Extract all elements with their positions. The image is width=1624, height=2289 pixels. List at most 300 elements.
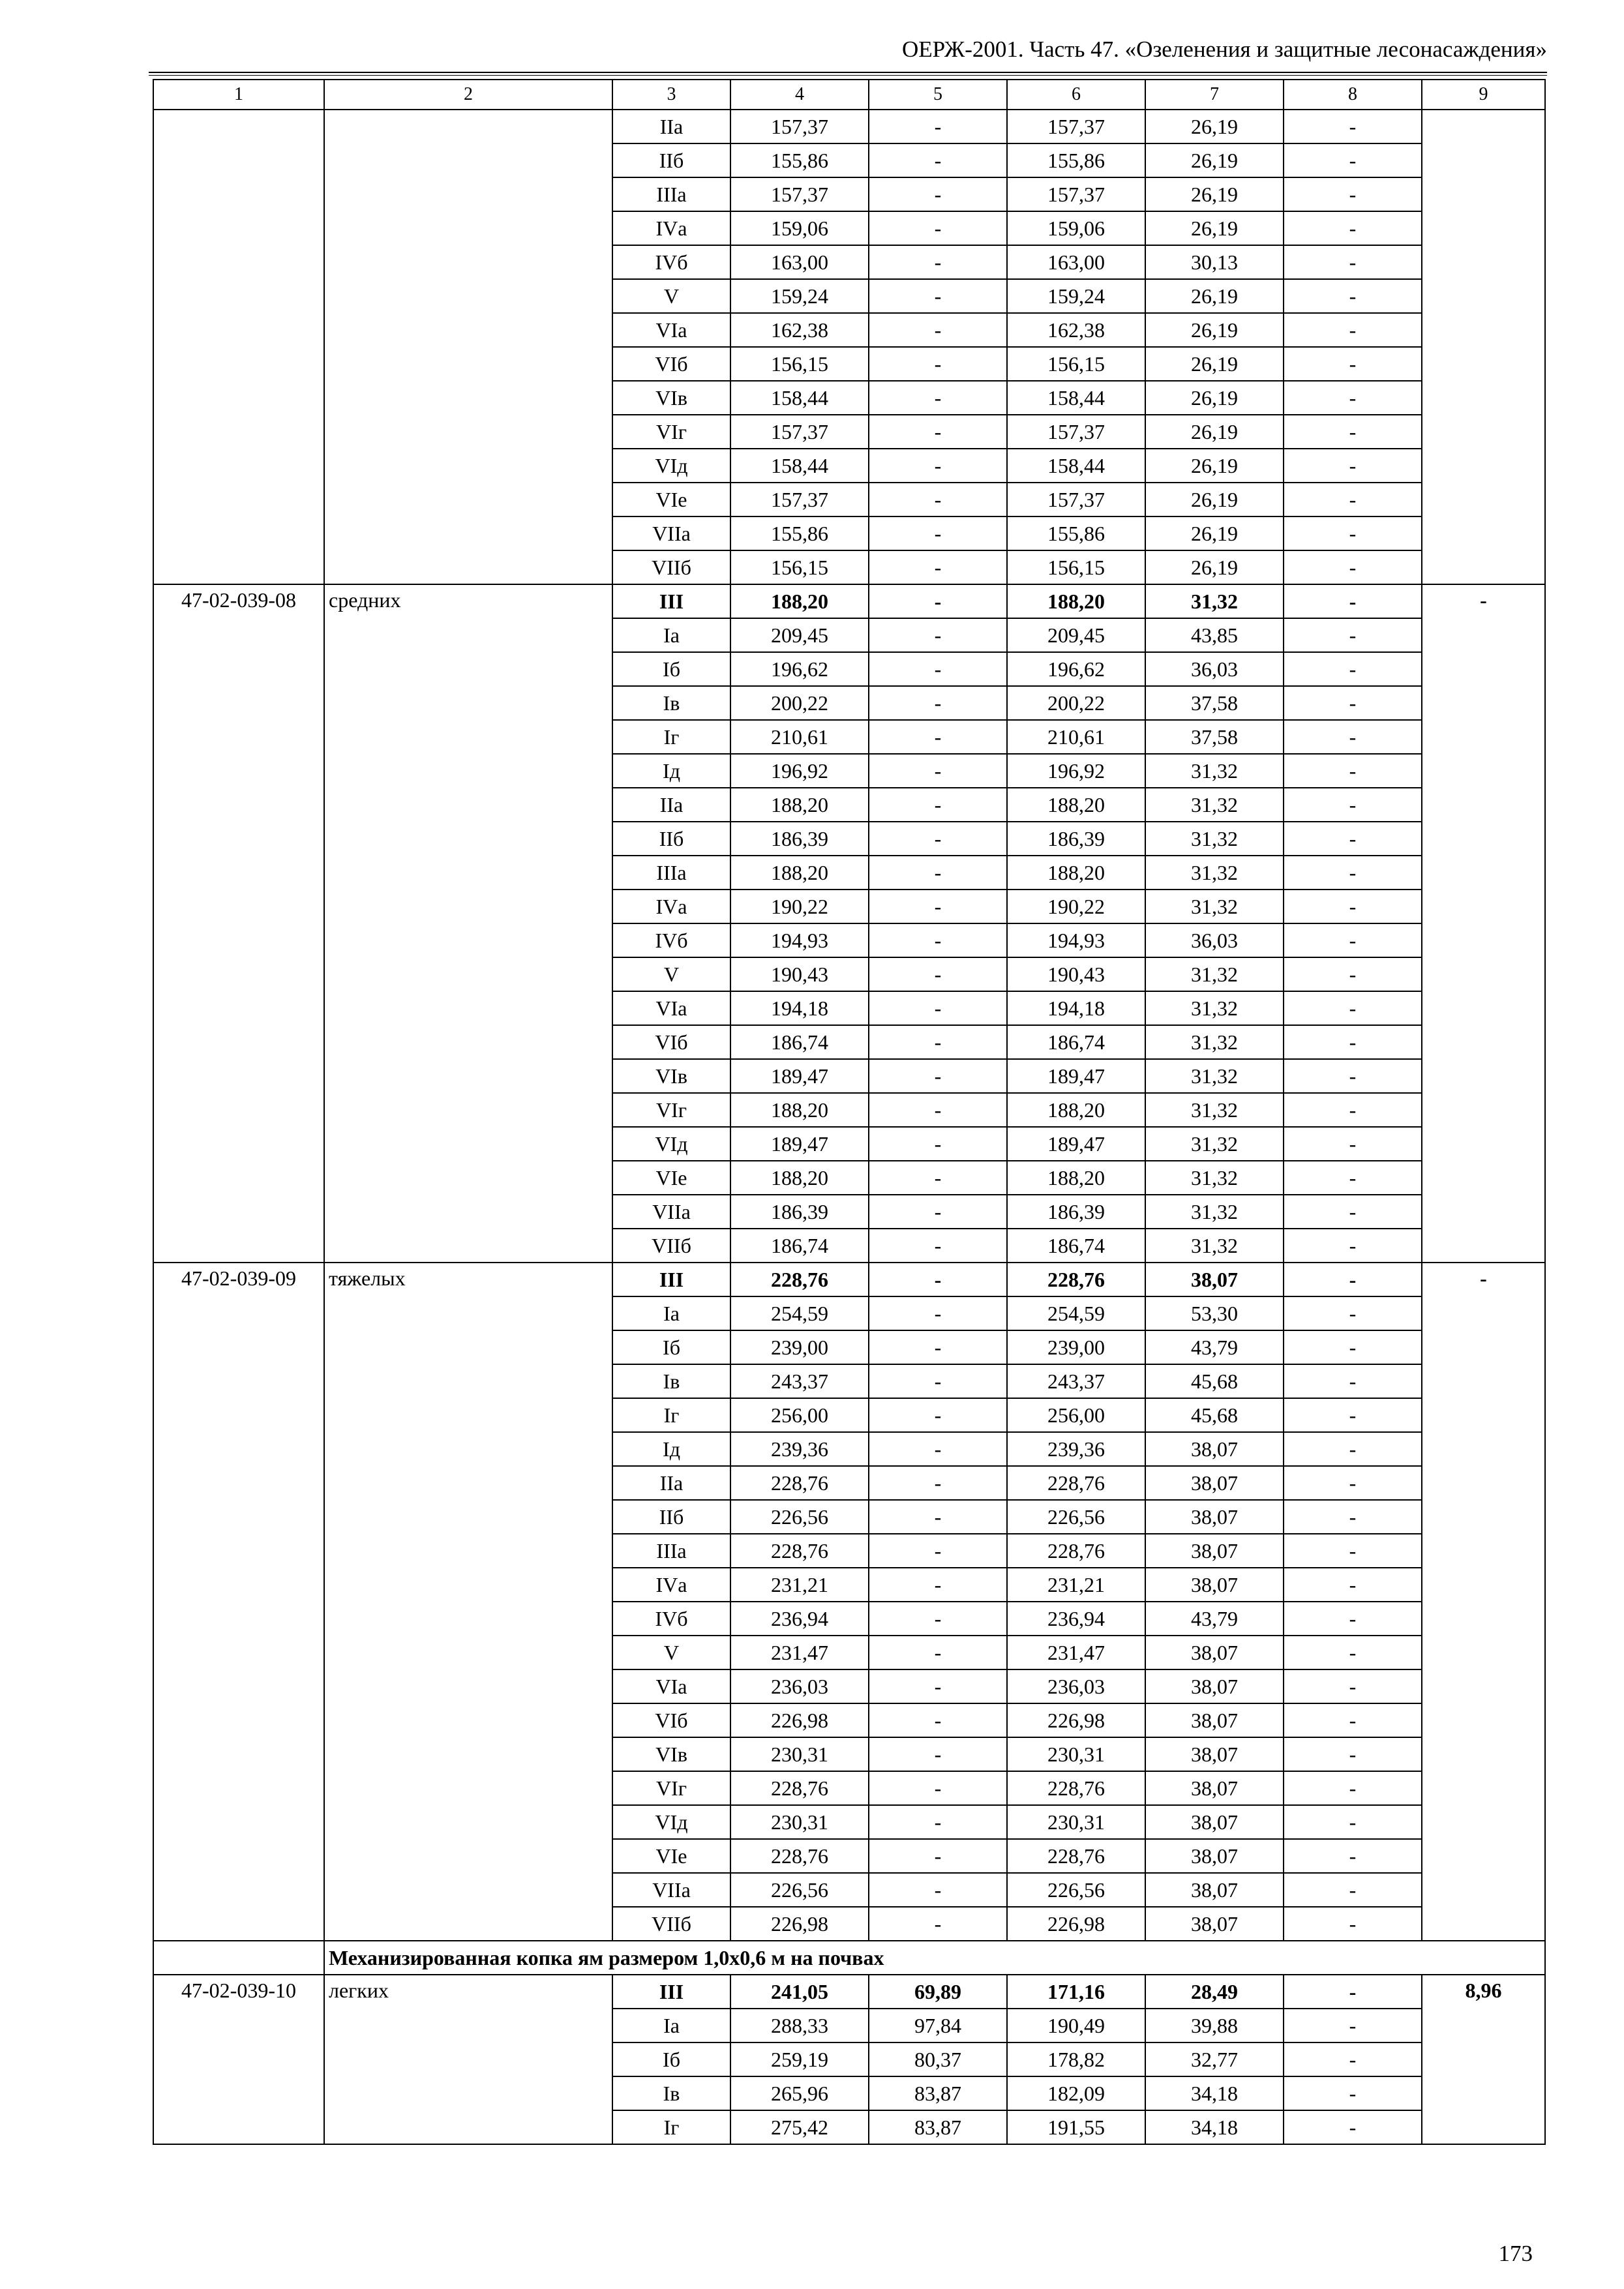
value-cell-c8: - — [1284, 584, 1422, 618]
value-cell-c7: 38,07 — [1145, 1737, 1284, 1771]
column-number: 9 — [1422, 80, 1545, 110]
value-cell-c7: 38,07 — [1145, 1263, 1284, 1296]
zone-cell: IIIа — [612, 1534, 730, 1568]
zone-cell: Iв — [612, 1364, 730, 1398]
value-cell-c8: - — [1284, 1568, 1422, 1602]
value-cell-c6: 209,45 — [1007, 618, 1145, 652]
column-number: 5 — [869, 80, 1007, 110]
value-cell-c7: 31,32 — [1145, 754, 1284, 788]
value-cell-c6: 226,98 — [1007, 1907, 1145, 1941]
value-cell-c6: 230,31 — [1007, 1805, 1145, 1839]
value-cell-c4: 226,98 — [730, 1907, 869, 1941]
value-cell-c8: - — [1284, 1093, 1422, 1127]
zone-cell: III — [612, 1263, 730, 1296]
value-cell-c7: 31,32 — [1145, 957, 1284, 991]
value-cell-c6: 186,39 — [1007, 822, 1145, 856]
table-body — [153, 110, 1545, 2144]
value-cell-c7: 26,19 — [1145, 550, 1284, 584]
value-cell-c5: - — [869, 856, 1007, 890]
value-cell-c7: 31,32 — [1145, 1059, 1284, 1093]
value-cell-c6: 157,37 — [1007, 483, 1145, 516]
column-number: 8 — [1284, 80, 1422, 110]
value-cell-c8: - — [1284, 1636, 1422, 1669]
section-title: Механизированная копка ям размером 1,0х0,6 м на почвах — [324, 1941, 1545, 1975]
value-cell-c5: - — [869, 1602, 1007, 1636]
zone-cell: VIв — [612, 381, 730, 415]
value-cell-c8: - — [1284, 449, 1422, 483]
value-cell-c6: 155,86 — [1007, 143, 1145, 177]
value-cell-c5: - — [869, 1432, 1007, 1466]
value-cell-c6: 196,62 — [1007, 652, 1145, 686]
section-row — [153, 1941, 1545, 1975]
value-cell-c5: - — [869, 347, 1007, 381]
value-cell-c6: 231,21 — [1007, 1568, 1145, 1602]
column-number: 7 — [1145, 80, 1284, 110]
value-cell-c8: - — [1284, 2110, 1422, 2144]
value-cell-c6: 156,15 — [1007, 347, 1145, 381]
value-cell-c8: - — [1284, 1703, 1422, 1737]
zone-cell: V — [612, 279, 730, 313]
value-cell-c7: 31,32 — [1145, 1229, 1284, 1263]
value-cell-c6: 230,31 — [1007, 1737, 1145, 1771]
value-cell-c8: - — [1284, 1669, 1422, 1703]
header-row — [153, 80, 1545, 110]
zone-cell: IIа — [612, 1466, 730, 1500]
value-cell-c4: 188,20 — [730, 1161, 869, 1195]
value-cell-c5: - — [869, 516, 1007, 550]
value-cell-c6: 159,24 — [1007, 279, 1145, 313]
value-cell-c8: - — [1284, 788, 1422, 822]
value-cell-c8: - — [1284, 1127, 1422, 1161]
value-cell-c5: - — [869, 652, 1007, 686]
value-cell-c5: - — [869, 1195, 1007, 1229]
zone-cell: VIе — [612, 1839, 730, 1873]
value-cell-c8: - — [1284, 1737, 1422, 1771]
value-cell-c4: 228,76 — [730, 1534, 869, 1568]
value-cell-c5: 83,87 — [869, 2076, 1007, 2110]
value-cell-c7: 38,07 — [1145, 1873, 1284, 1907]
value-cell-c4: 243,37 — [730, 1364, 869, 1398]
value-cell-c5: - — [869, 584, 1007, 618]
value-cell-c7: 38,07 — [1145, 1500, 1284, 1534]
value-cell-c7: 30,13 — [1145, 245, 1284, 279]
value-cell-c6: 157,37 — [1007, 110, 1145, 143]
value-cell-c8: - — [1284, 957, 1422, 991]
zone-cell: VIг — [612, 1771, 730, 1805]
zone-cell: IIIа — [612, 856, 730, 890]
value-cell-c4: 159,06 — [730, 211, 869, 245]
table-code: 47-02-039-09 — [153, 1263, 324, 1941]
value-cell-c4: 190,22 — [730, 890, 869, 923]
value-cell-c8: - — [1284, 652, 1422, 686]
value-cell-c4: 230,31 — [730, 1805, 869, 1839]
section-spacer — [153, 1941, 324, 1975]
value-cell-c7: 43,79 — [1145, 1602, 1284, 1636]
value-cell-c7: 38,07 — [1145, 1432, 1284, 1466]
zone-cell: IVа — [612, 1568, 730, 1602]
value-cell-c4: 157,37 — [730, 483, 869, 516]
value-cell-c6: 200,22 — [1007, 686, 1145, 720]
value-cell-c8: - — [1284, 1330, 1422, 1364]
value-cell-c5: - — [869, 1466, 1007, 1500]
value-cell-c4: 196,92 — [730, 754, 869, 788]
value-cell-c8: - — [1284, 2042, 1422, 2076]
value-cell-c6: 158,44 — [1007, 449, 1145, 483]
value-cell-c7: 31,32 — [1145, 788, 1284, 822]
value-cell-c4: 228,76 — [730, 1263, 869, 1296]
value-cell-c7: 43,79 — [1145, 1330, 1284, 1364]
value-cell-c4: 156,15 — [730, 550, 869, 584]
zone-cell: Iб — [612, 1330, 730, 1364]
zone-cell: Iв — [612, 2076, 730, 2110]
col9-value: - — [1422, 1263, 1545, 1941]
zone-cell: VIд — [612, 1127, 730, 1161]
value-cell-c5: 83,87 — [869, 2110, 1007, 2144]
table-code: 47-02-039-10 — [153, 1975, 324, 2144]
zone-cell: Iд — [612, 1432, 730, 1466]
value-cell-c8: - — [1284, 1500, 1422, 1534]
value-cell-c5: - — [869, 788, 1007, 822]
value-cell-c4: 226,56 — [730, 1873, 869, 1907]
value-cell-c4: 157,37 — [730, 110, 869, 143]
column-number-header — [153, 80, 1545, 110]
value-cell-c4: 190,43 — [730, 957, 869, 991]
value-cell-c6: 210,61 — [1007, 720, 1145, 754]
value-cell-c4: 188,20 — [730, 856, 869, 890]
work-name: легких — [324, 1975, 612, 2144]
value-cell-c5: - — [869, 449, 1007, 483]
value-cell-c8: - — [1284, 1907, 1422, 1941]
value-cell-c5: - — [869, 483, 1007, 516]
value-cell-c4: 186,39 — [730, 822, 869, 856]
value-cell-c5: - — [869, 1636, 1007, 1669]
value-cell-c4: 158,44 — [730, 449, 869, 483]
value-cell-c8: - — [1284, 347, 1422, 381]
value-cell-c6: 171,16 — [1007, 1975, 1145, 2009]
value-cell-c5: - — [869, 1669, 1007, 1703]
value-cell-c6: 194,93 — [1007, 923, 1145, 957]
value-cell-c6: 231,47 — [1007, 1636, 1145, 1669]
value-cell-c6: 243,37 — [1007, 1364, 1145, 1398]
value-cell-c5: - — [869, 1805, 1007, 1839]
value-cell-c4: 210,61 — [730, 720, 869, 754]
value-cell-c7: 26,19 — [1145, 347, 1284, 381]
value-cell-c4: 239,36 — [730, 1432, 869, 1466]
value-cell-c7: 38,07 — [1145, 1805, 1284, 1839]
value-cell-c6: 191,55 — [1007, 2110, 1145, 2144]
work-name: тяжелых — [324, 1263, 612, 1941]
zone-cell: IVа — [612, 211, 730, 245]
value-cell-c4: 241,05 — [730, 1975, 869, 2009]
zone-cell: VIа — [612, 313, 730, 347]
value-cell-c4: 275,42 — [730, 2110, 869, 2144]
value-cell-c7: 43,85 — [1145, 618, 1284, 652]
header-rule — [149, 72, 1547, 76]
value-cell-c5: - — [869, 143, 1007, 177]
table-row — [153, 1263, 1545, 1296]
value-cell-c6: 228,76 — [1007, 1534, 1145, 1568]
value-cell-c5: - — [869, 1534, 1007, 1568]
value-cell-c8: - — [1284, 110, 1422, 143]
value-cell-c8: - — [1284, 550, 1422, 584]
value-cell-c8: - — [1284, 720, 1422, 754]
value-cell-c7: 31,32 — [1145, 890, 1284, 923]
value-cell-c4: 231,47 — [730, 1636, 869, 1669]
value-cell-c6: 157,37 — [1007, 415, 1145, 449]
value-cell-c6: 182,09 — [1007, 2076, 1145, 2110]
value-cell-c6: 236,94 — [1007, 1602, 1145, 1636]
value-cell-c6: 196,92 — [1007, 754, 1145, 788]
table-code — [153, 110, 324, 584]
zone-cell: III — [612, 1975, 730, 2009]
value-cell-c4: 230,31 — [730, 1737, 869, 1771]
value-cell-c8: - — [1284, 1296, 1422, 1330]
value-cell-c6: 162,38 — [1007, 313, 1145, 347]
value-cell-c8: - — [1284, 1263, 1422, 1296]
value-cell-c4: 188,20 — [730, 584, 869, 618]
running-title: ОЕРЖ-2001. Часть 47. «Озеленения и защитные лесонасаждения» — [901, 37, 1547, 62]
zone-cell: Iа — [612, 2009, 730, 2042]
value-cell-c7: 26,19 — [1145, 483, 1284, 516]
value-cell-c7: 38,07 — [1145, 1466, 1284, 1500]
value-cell-c5: - — [869, 890, 1007, 923]
value-cell-c6: 158,44 — [1007, 381, 1145, 415]
zone-cell: IIа — [612, 788, 730, 822]
value-cell-c4: 159,24 — [730, 279, 869, 313]
value-cell-c8: - — [1284, 1398, 1422, 1432]
page-number: 173 — [1498, 2241, 1533, 2266]
value-cell-c5: - — [869, 1161, 1007, 1195]
value-cell-c8: - — [1284, 381, 1422, 415]
value-cell-c5: - — [869, 313, 1007, 347]
value-cell-c5: - — [869, 1229, 1007, 1263]
value-cell-c6: 178,82 — [1007, 2042, 1145, 2076]
value-cell-c8: - — [1284, 143, 1422, 177]
value-cell-c5: - — [869, 1771, 1007, 1805]
value-cell-c5: 80,37 — [869, 2042, 1007, 2076]
value-cell-c8: - — [1284, 1025, 1422, 1059]
value-cell-c6: 186,39 — [1007, 1195, 1145, 1229]
value-cell-c4: 254,59 — [730, 1296, 869, 1330]
value-cell-c4: 189,47 — [730, 1127, 869, 1161]
value-cell-c8: - — [1284, 177, 1422, 211]
zone-cell: IIIа — [612, 177, 730, 211]
value-cell-c8: - — [1284, 1873, 1422, 1907]
value-cell-c4: 226,98 — [730, 1703, 869, 1737]
zone-cell: VIб — [612, 1025, 730, 1059]
value-cell-c7: 26,19 — [1145, 177, 1284, 211]
zone-cell: III — [612, 584, 730, 618]
value-cell-c7: 45,68 — [1145, 1398, 1284, 1432]
zone-cell: VIIа — [612, 1873, 730, 1907]
zone-cell: Iб — [612, 652, 730, 686]
value-cell-c6: 254,59 — [1007, 1296, 1145, 1330]
value-cell-c5: - — [869, 1296, 1007, 1330]
value-cell-c5: - — [869, 1568, 1007, 1602]
value-cell-c7: 38,07 — [1145, 1534, 1284, 1568]
table-row — [153, 110, 1545, 143]
value-cell-c6: 163,00 — [1007, 245, 1145, 279]
value-cell-c7: 37,58 — [1145, 720, 1284, 754]
value-cell-c4: 189,47 — [730, 1059, 869, 1093]
value-cell-c6: 188,20 — [1007, 788, 1145, 822]
value-cell-c6: 194,18 — [1007, 991, 1145, 1025]
value-cell-c7: 36,03 — [1145, 652, 1284, 686]
value-cell-c8: - — [1284, 1364, 1422, 1398]
value-cell-c4: 155,86 — [730, 516, 869, 550]
value-cell-c7: 53,30 — [1145, 1296, 1284, 1330]
value-cell-c8: - — [1284, 1602, 1422, 1636]
value-cell-c7: 31,32 — [1145, 822, 1284, 856]
value-cell-c7: 31,32 — [1145, 1025, 1284, 1059]
value-cell-c5: - — [869, 1737, 1007, 1771]
value-cell-c5: - — [869, 245, 1007, 279]
value-cell-c5: - — [869, 686, 1007, 720]
value-cell-c8: - — [1284, 923, 1422, 957]
value-cell-c7: 38,07 — [1145, 1703, 1284, 1737]
value-cell-c5: - — [869, 1263, 1007, 1296]
value-cell-c7: 31,32 — [1145, 856, 1284, 890]
value-cell-c5: - — [869, 991, 1007, 1025]
zone-cell: VIIб — [612, 1229, 730, 1263]
value-cell-c6: 228,76 — [1007, 1839, 1145, 1873]
value-cell-c8: - — [1284, 516, 1422, 550]
value-cell-c6: 188,20 — [1007, 1093, 1145, 1127]
value-cell-c7: 26,19 — [1145, 279, 1284, 313]
value-cell-c5: - — [869, 1330, 1007, 1364]
value-cell-c7: 26,19 — [1145, 516, 1284, 550]
value-cell-c4: 200,22 — [730, 686, 869, 720]
work-name — [324, 110, 612, 584]
value-cell-c5: - — [869, 720, 1007, 754]
value-cell-c5: 97,84 — [869, 2009, 1007, 2042]
value-cell-c8: - — [1284, 890, 1422, 923]
column-number: 1 — [153, 80, 324, 110]
zone-cell: IVб — [612, 245, 730, 279]
value-cell-c7: 32,77 — [1145, 2042, 1284, 2076]
value-cell-c5: - — [869, 1907, 1007, 1941]
value-cell-c7: 45,68 — [1145, 1364, 1284, 1398]
value-cell-c4: 186,39 — [730, 1195, 869, 1229]
value-cell-c8: - — [1284, 2009, 1422, 2042]
value-cell-c7: 28,49 — [1145, 1975, 1284, 2009]
value-cell-c4: 188,20 — [730, 788, 869, 822]
value-cell-c4: 228,76 — [730, 1466, 869, 1500]
value-cell-c5: - — [869, 177, 1007, 211]
value-cell-c7: 26,19 — [1145, 313, 1284, 347]
value-cell-c8: - — [1284, 1805, 1422, 1839]
zone-cell: Iа — [612, 1296, 730, 1330]
value-cell-c5: - — [869, 754, 1007, 788]
zone-cell: VIIб — [612, 1907, 730, 1941]
value-cell-c5: 69,89 — [869, 1975, 1007, 2009]
value-cell-c4: 239,00 — [730, 1330, 869, 1364]
value-cell-c4: 162,38 — [730, 313, 869, 347]
table-row — [153, 1975, 1545, 2009]
value-cell-c6: 228,76 — [1007, 1263, 1145, 1296]
zone-cell: VIг — [612, 415, 730, 449]
value-cell-c6: 239,00 — [1007, 1330, 1145, 1364]
value-cell-c4: 226,56 — [730, 1500, 869, 1534]
zone-cell: IVб — [612, 923, 730, 957]
zone-cell: VIе — [612, 483, 730, 516]
value-cell-c7: 31,32 — [1145, 584, 1284, 618]
zone-cell: VIб — [612, 347, 730, 381]
zone-cell: Iг — [612, 1398, 730, 1432]
zone-cell: VIб — [612, 1703, 730, 1737]
value-cell-c4: 157,37 — [730, 177, 869, 211]
value-cell-c4: 158,44 — [730, 381, 869, 415]
value-cell-c4: 265,96 — [730, 2076, 869, 2110]
value-cell-c6: 188,20 — [1007, 856, 1145, 890]
value-cell-c8: - — [1284, 1534, 1422, 1568]
value-cell-c8: - — [1284, 415, 1422, 449]
value-cell-c8: - — [1284, 1229, 1422, 1263]
zone-cell: V — [612, 957, 730, 991]
value-cell-c5: - — [869, 211, 1007, 245]
zone-cell: VIв — [612, 1059, 730, 1093]
zone-cell: Iа — [612, 618, 730, 652]
value-cell-c6: 190,43 — [1007, 957, 1145, 991]
value-cell-c4: 228,76 — [730, 1771, 869, 1805]
value-cell-c4: 256,00 — [730, 1398, 869, 1432]
value-cell-c7: 26,19 — [1145, 449, 1284, 483]
value-cell-c7: 31,32 — [1145, 1195, 1284, 1229]
value-cell-c6: 188,20 — [1007, 1161, 1145, 1195]
value-cell-c4: 155,86 — [730, 143, 869, 177]
value-cell-c7: 31,32 — [1145, 1127, 1284, 1161]
value-cell-c8: - — [1284, 313, 1422, 347]
value-cell-c6: 159,06 — [1007, 211, 1145, 245]
zone-cell: Iг — [612, 720, 730, 754]
value-cell-c6: 155,86 — [1007, 516, 1145, 550]
value-cell-c4: 259,19 — [730, 2042, 869, 2076]
zone-cell: IIб — [612, 822, 730, 856]
value-cell-c4: 156,15 — [730, 347, 869, 381]
value-cell-c6: 226,56 — [1007, 1873, 1145, 1907]
zone-cell: VIа — [612, 1669, 730, 1703]
value-cell-c7: 26,19 — [1145, 381, 1284, 415]
value-cell-c7: 26,19 — [1145, 211, 1284, 245]
value-cell-c7: 34,18 — [1145, 2076, 1284, 2110]
value-cell-c4: 209,45 — [730, 618, 869, 652]
value-cell-c7: 38,07 — [1145, 1771, 1284, 1805]
value-cell-c7: 31,32 — [1145, 991, 1284, 1025]
value-cell-c5: - — [869, 923, 1007, 957]
value-cell-c5: - — [869, 1500, 1007, 1534]
value-cell-c6: 256,00 — [1007, 1398, 1145, 1432]
value-cell-c6: 189,47 — [1007, 1127, 1145, 1161]
value-cell-c7: 37,58 — [1145, 686, 1284, 720]
zone-cell: VIв — [612, 1737, 730, 1771]
zone-cell: VIе — [612, 1161, 730, 1195]
value-cell-c7: 26,19 — [1145, 415, 1284, 449]
value-cell-c7: 38,07 — [1145, 1839, 1284, 1873]
value-cell-c7: 31,32 — [1145, 1093, 1284, 1127]
value-cell-c6: 189,47 — [1007, 1059, 1145, 1093]
value-cell-c4: 194,18 — [730, 991, 869, 1025]
value-cell-c4: 188,20 — [730, 1093, 869, 1127]
zone-cell: IVа — [612, 890, 730, 923]
value-cell-c4: 228,76 — [730, 1839, 869, 1873]
value-cell-c7: 38,07 — [1145, 1907, 1284, 1941]
value-cell-c8: - — [1284, 1839, 1422, 1873]
value-cell-c8: - — [1284, 279, 1422, 313]
value-cell-c6: 190,49 — [1007, 2009, 1145, 2042]
value-cell-c6: 188,20 — [1007, 584, 1145, 618]
value-cell-c4: 194,93 — [730, 923, 869, 957]
table-code: 47-02-039-08 — [153, 584, 324, 1263]
